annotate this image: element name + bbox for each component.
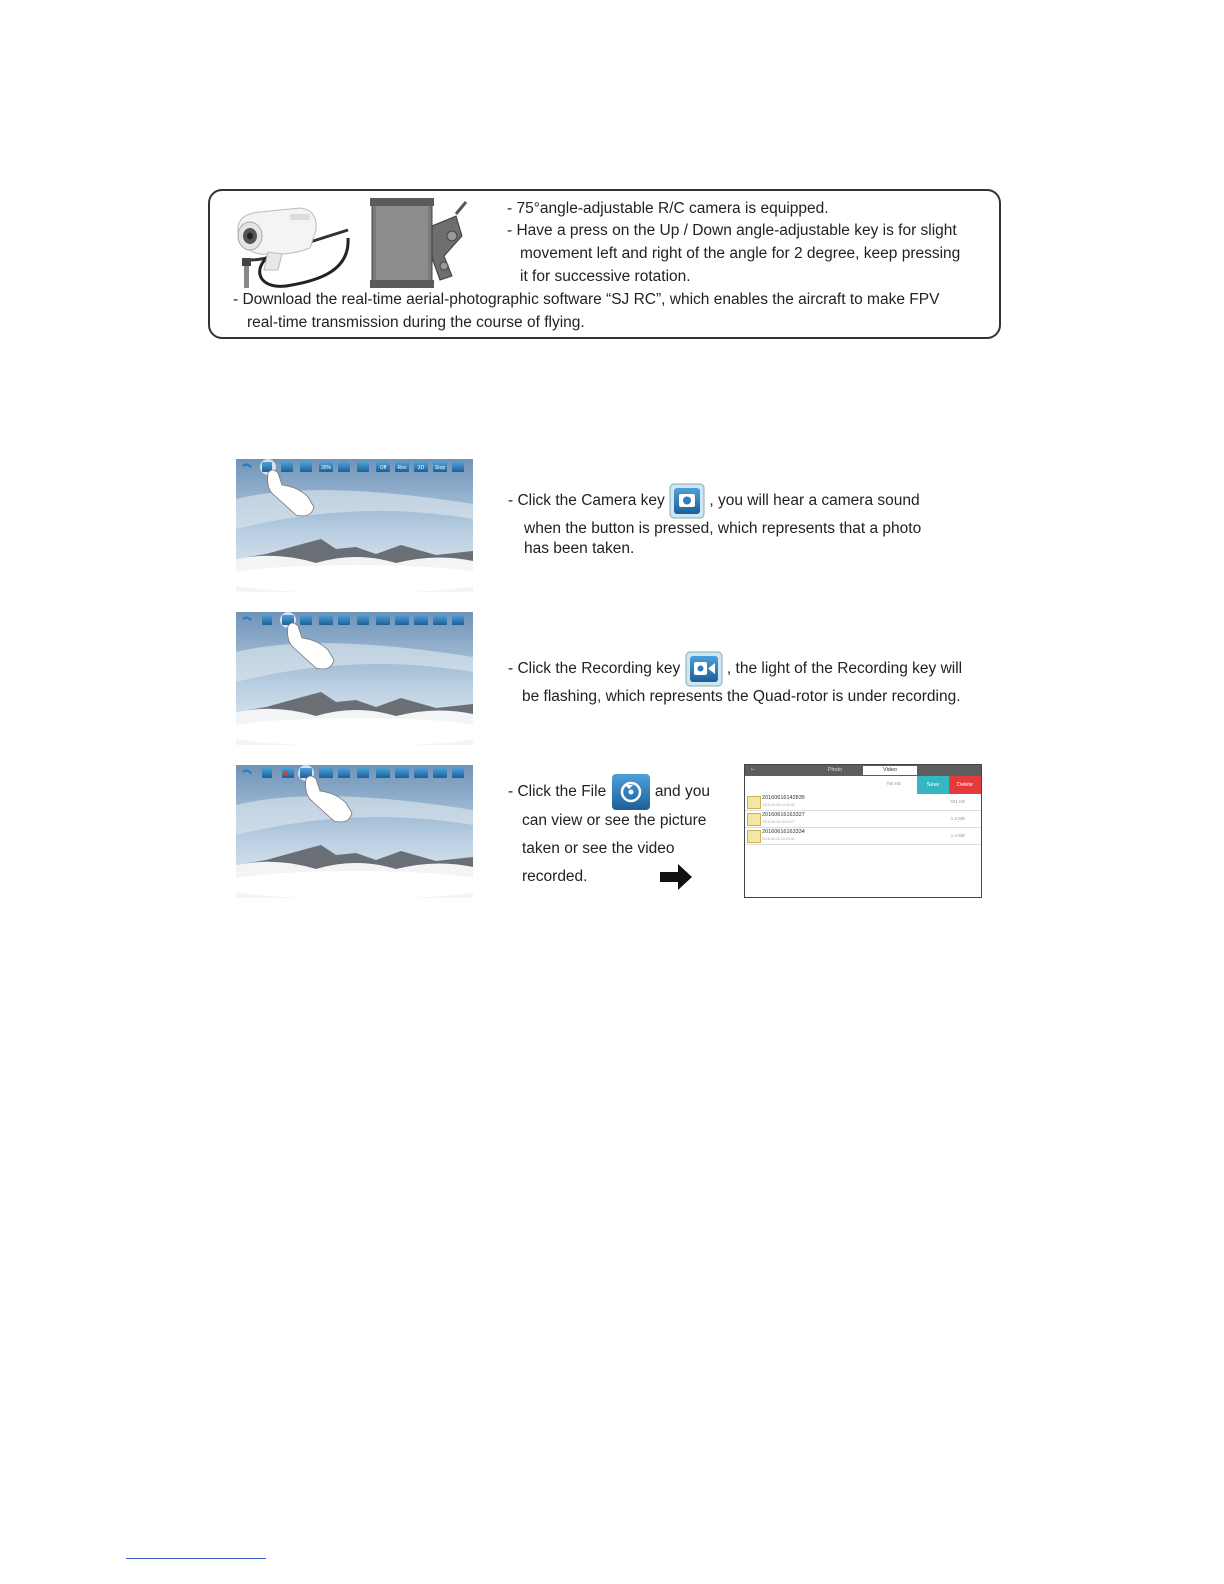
toolbar-30-label: 30% <box>320 465 332 471</box>
step-recording-line2: be flashing, which represents the Quad-rotor is under recording. <box>522 688 961 705</box>
feature-line-download: - Download the real-time aerial-photographic software “SJ RC”, which enables the aircraft to make FPV <box>233 291 940 308</box>
step-file-line3: taken or see the video <box>522 840 675 857</box>
step-file-line4: recorded. <box>522 868 588 885</box>
file-name: 20160616163327 <box>762 812 805 818</box>
file-date: 2016-06-16 16:33:34 <box>762 837 795 841</box>
feature-line-download-cont: real-time transmission during the course of flying. <box>247 314 585 331</box>
feature-line-camera-angle: - 75°angle-adjustable R/C camera is equipped. <box>507 200 829 217</box>
step-file-suffix: and you <box>654 783 710 801</box>
folder-icon <box>747 813 761 826</box>
arrow-right-icon <box>660 864 692 890</box>
step-camera-line1 <box>508 483 920 519</box>
step-recording-prefix: - Click the Recording key <box>508 660 681 678</box>
file-browser-screenshot <box>744 764 982 898</box>
step-camera-line3: has been taken. <box>524 540 635 557</box>
feature-line-updown-key-cont: movement left and right of the angle for 2 degree, keep pressing <box>520 245 961 262</box>
step-camera-line2: when the button is pressed, which represents that a photo <box>524 520 922 537</box>
file-size: 1.2 MB <box>950 816 965 821</box>
toolbar-3d-label: 3D <box>417 465 425 471</box>
step-camera-prefix: - Click the Camera key <box>508 492 665 510</box>
file-name: 20160616142835 <box>762 795 805 801</box>
file-size: 1.4 MB <box>950 833 965 838</box>
folder-icon <box>747 796 761 809</box>
feature-line-updown-key: - Have a press on the Up / Down angle-adjustable key is for slight <box>507 222 957 239</box>
save-button[interactable]: Save <box>917 776 949 794</box>
app-screenshot-file <box>236 765 473 898</box>
folder-icon <box>747 830 761 843</box>
phone-holder-illustration <box>366 196 491 291</box>
toolbar-rev-label: Rev <box>397 465 407 471</box>
tab-photo[interactable]: Photo <box>809 766 861 775</box>
toolbar-off-label: Off <box>379 465 387 471</box>
recording-key-icon <box>685 651 723 687</box>
fpv-camera-illustration <box>230 200 360 295</box>
file-date: 2016-06-16 16:33:27 <box>762 820 795 824</box>
step-recording-suffix: , the light of the Recording key will <box>726 660 963 678</box>
file-date: 2016-06-16 14:28:35 <box>762 803 795 807</box>
file-browser-header <box>745 765 981 776</box>
file-size: 331 KB <box>950 799 965 804</box>
app-screenshot-camera <box>236 459 473 592</box>
step-file-line1 <box>508 774 710 810</box>
camera-key-icon <box>669 483 705 519</box>
file-key-icon <box>611 774 651 810</box>
file-name: 20160616163334 <box>762 829 805 835</box>
feature-line-updown-key-cont2: it for successive rotation. <box>520 268 691 285</box>
total-size: 756 KB <box>886 781 901 786</box>
step-camera-suffix: , you will hear a camera sound <box>709 492 920 510</box>
file-row[interactable] <box>745 811 981 828</box>
step-file-line2: can view or see the picture <box>522 812 707 829</box>
step-file-prefix: - Click the File <box>508 783 607 801</box>
delete-button[interactable]: Delete <box>949 776 981 794</box>
tab-video[interactable]: Video <box>863 766 917 775</box>
file-row[interactable] <box>745 794 981 811</box>
app-screenshot-recording <box>236 612 473 745</box>
toolbar-stop-label: Stop <box>434 465 446 471</box>
back-arrow-icon[interactable]: ← <box>750 766 756 772</box>
footer-rule <box>126 1558 266 1559</box>
file-row[interactable] <box>745 828 981 845</box>
step-recording-line1 <box>508 651 962 687</box>
